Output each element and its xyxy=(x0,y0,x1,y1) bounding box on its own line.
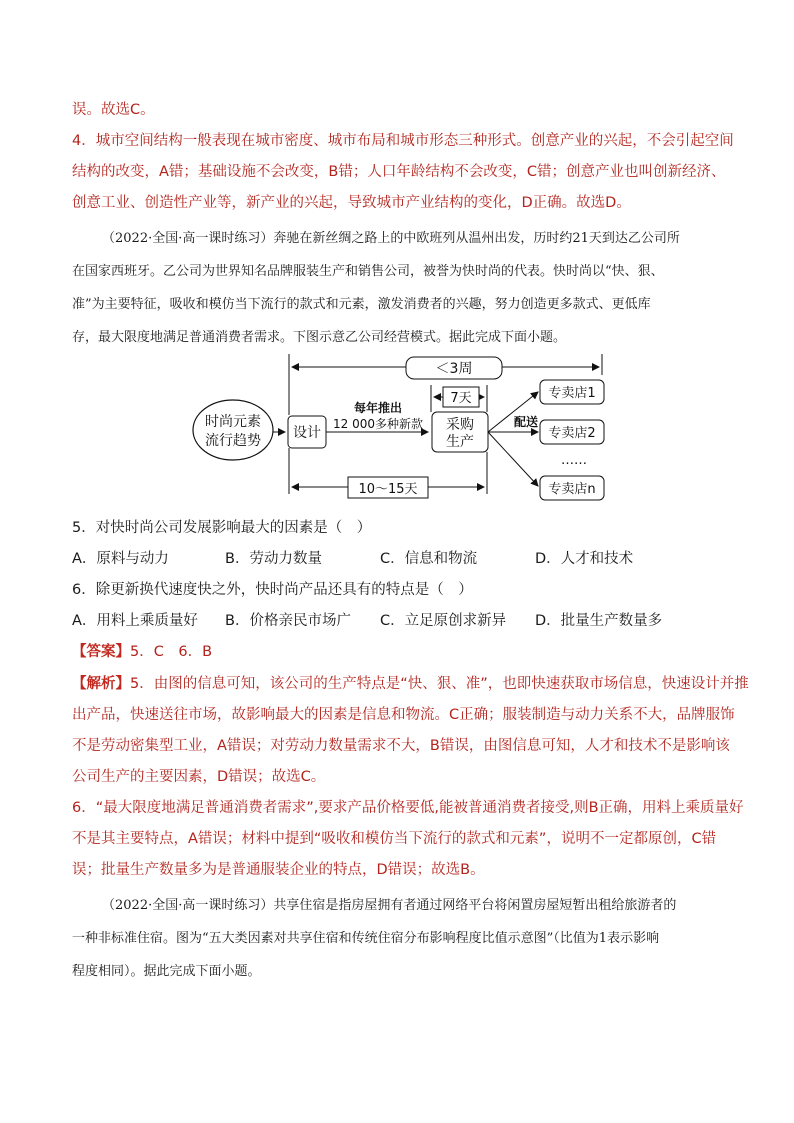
analysis-line-4: 公司生产的主要因素，D错误；故选C。 xyxy=(72,769,326,785)
q5-option-d: D．人才和技术 xyxy=(535,551,634,567)
design-label: 设计 xyxy=(293,425,321,441)
answer-text: 5．C 6．B xyxy=(130,644,213,660)
answer-tag: 【答案】 xyxy=(72,644,130,660)
analysis-line-3: 不是劳动密集型工业，A错误；对劳动力数量需求不大，B错误，由图信息可知，人才和技术不是影响该 xyxy=(72,738,730,754)
passage1-line-2: 在国家西班牙。乙公司为世界知名品牌服装生产和销售公司，被誉为快时尚的代表。快时尚以“快、狠、 xyxy=(72,264,664,279)
prev-answer-tail: 误。故选C。 xyxy=(72,102,155,118)
passage2-line-3: 程度相同）。据此完成下面小题。 xyxy=(72,964,261,979)
trend-line-1: 时尚元素 xyxy=(205,414,261,430)
analysis-line-2: 出产品，快速送往市场，故影响最大的因素是信息和物流。C正确；服装制造与动力关系不大，品牌服饰 xyxy=(72,707,735,723)
analysis-line-6: 不是其主要特点，A错误；材料中提到“吸收和模仿当下流行的款式和元素”，说明不一定都原创，C错 xyxy=(72,831,717,847)
passage2-line-1: （2022·全国·高一课时练习）共享住宿是指房屋拥有者通过网络平台将闲置房屋短暂出租给旅游者的 xyxy=(102,898,677,913)
q6-option-b: B．价格亲民市场广 xyxy=(225,613,351,629)
q5-option-c: C．信息和物流 xyxy=(380,551,478,567)
store-2-label: 专卖店2 xyxy=(548,426,596,441)
purchase-line-2: 生产 xyxy=(446,434,474,450)
analysis-line-1 xyxy=(72,674,749,694)
q4-line-3: 创意工业、创造性产业等，新产业的兴起，导致城市产业结构的变化，D正确。故选D。 xyxy=(72,195,631,211)
passage2-line-2: 一种非标准住宿。图为“五大类因素对共享住宿和传统住宿分布影响程度比值示意图”（比值为1表示影响 xyxy=(72,931,660,946)
q5-option-a: A．原料与动力 xyxy=(72,551,169,567)
q5-option-b: B．劳动力数量 xyxy=(225,551,322,567)
q6-option-a: A．用料上乘质量好 xyxy=(72,613,198,629)
analysis-line-7: 误；批量生产数量多为是普通服装企业的特点，D错误；故选B。 xyxy=(72,862,485,878)
span-top-label: ＜3周 xyxy=(435,361,473,377)
analysis-tag: 【解析】 xyxy=(72,676,130,692)
store-1-label: 专卖店1 xyxy=(548,386,596,401)
q4-line-2: 结构的改变，A错；基础设施不会改变，B错；人口年龄结构不会改变，C错；创意产业也叫创新经济、 xyxy=(72,164,726,180)
span-mid-label: 7天 xyxy=(450,391,472,406)
delivery-label: 配送 xyxy=(513,415,539,429)
span-bottom-label: 10～15天 xyxy=(358,482,418,497)
q4-line-1: 4．城市空间结构一般表现在城市密度、城市布局和城市形态三种形式。创意产业的兴起，不会引起空间 xyxy=(72,133,734,149)
analysis-line-5: 6．“最大限度地满足普通消费者需求”,要求产品价格要低,能被普通消费者接受,则B正确，用料上乘质量好 xyxy=(72,800,744,816)
passage1-line-1: （2022·全国·高一课时练习）奔驰在新丝绸之路上的中欧班列从温州出发，历时约21天到达乙公司所 xyxy=(102,231,680,246)
arrow-label-1: 每年推出 xyxy=(353,401,403,415)
passage1-line-4: 存，最大限度地满足普通消费者需求。下图示意乙公司经营模式。据此完成下面小题。 xyxy=(72,330,567,345)
analysis-text-1: 5．由图的信息可知，该公司的生产特点是“快、狠、准”，也即快速获取市场信息，快速设计并推 xyxy=(130,676,749,692)
trend-line-2: 流行趋势 xyxy=(205,433,261,449)
store-ellipsis: …… xyxy=(561,453,587,468)
q5-stem: 5．对快时尚公司发展影响最大的因素是（ ） xyxy=(72,520,372,536)
purchase-line-1: 采购 xyxy=(446,417,474,433)
passage1-line-3: 准”为主要特征，吸收和模仿当下流行的款式和元素，激发消费者的兴趣，努力创造更多款式、更低库 xyxy=(72,297,651,312)
store-n-label: 专卖店n xyxy=(548,482,596,497)
business-model-diagram xyxy=(0,0,794,520)
answer-line xyxy=(72,642,212,662)
arrow-label-2: 12 000多种新款 xyxy=(333,417,423,431)
q6-stem: 6．除更新换代速度快之外，快时尚产品还具有的特点是（ ） xyxy=(72,582,473,598)
trend-circle xyxy=(193,400,273,460)
q6-option-d: D．批量生产数量多 xyxy=(535,613,663,629)
q6-option-c: C．立足原创求新异 xyxy=(380,613,507,629)
